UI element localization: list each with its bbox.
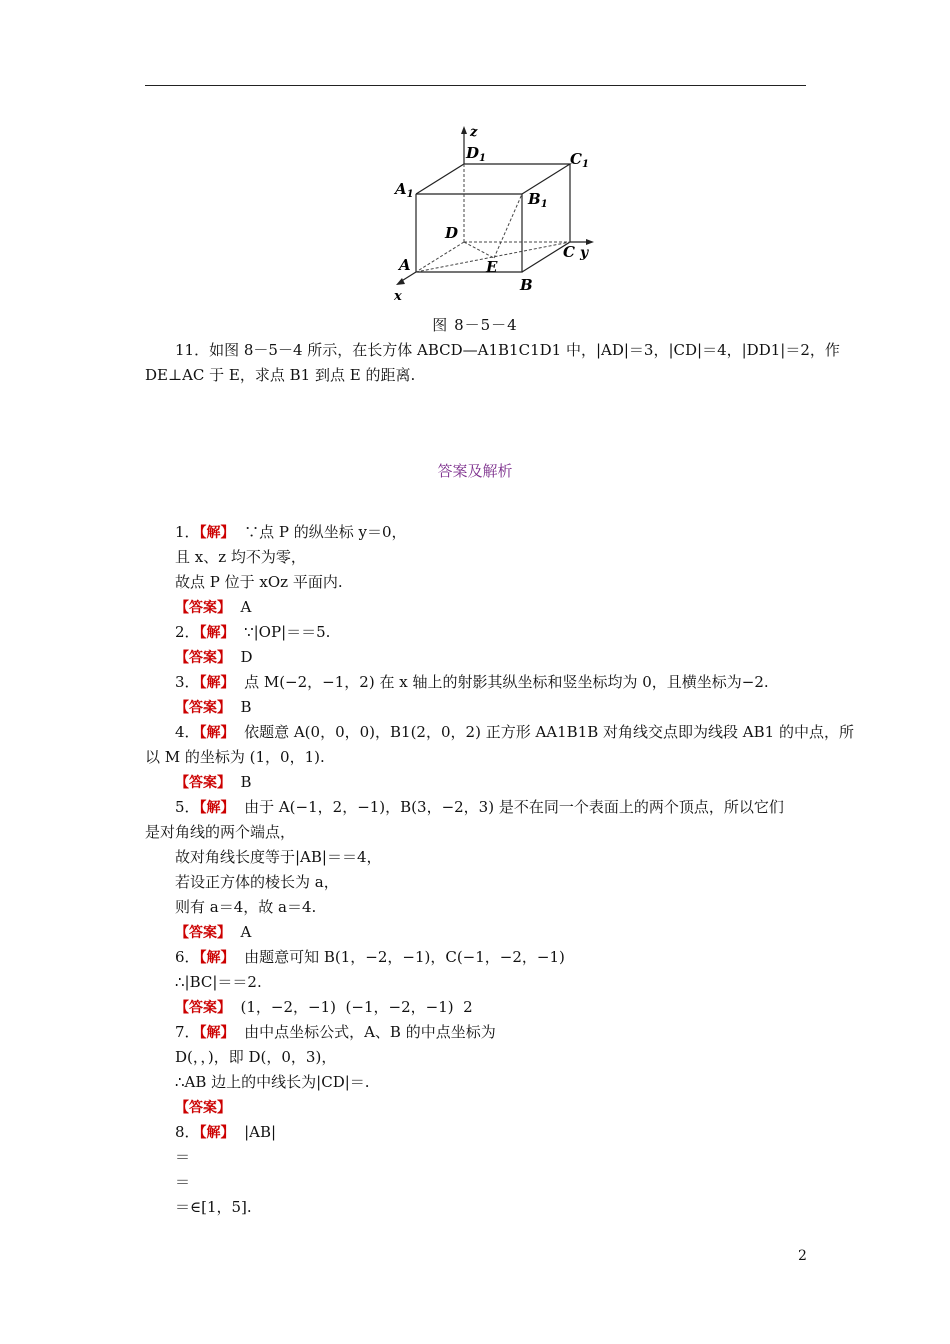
jie-tag: 【解】 — [199, 675, 235, 691]
jie-tag: 【解】 — [199, 950, 235, 966]
daan-tag: 【答案】 — [175, 600, 231, 616]
label-A: A — [399, 256, 411, 274]
answer-8-line2: ＝ — [175, 1148, 191, 1166]
answer-5-line4: 若设正方体的棱长为 a， — [175, 873, 339, 891]
answer-1-line3: 故点 P 位于 xOz 平面内. — [175, 573, 343, 591]
answer-6-result: 【答案】 (1，−2，−1) (−1，−2，−1) 2 — [175, 998, 473, 1016]
answer-8-line3: ＝ — [175, 1173, 191, 1191]
question-11-line2: DE⊥AC 于 E，求点 B1 到点 E 的距离. — [145, 366, 416, 384]
label-D1: $D_1$ — [466, 144, 486, 164]
answer-4-line2: 以 M 的坐标为 (1，0，1). — [145, 748, 325, 766]
seg-EB1 — [494, 194, 522, 258]
answer-7-result — [175, 1097, 231, 1118]
answer-6-line1: 6．【解】 由题意可知 B(1，−2，−1)，C(−1，−2，−1) — [175, 948, 565, 966]
answer-1-line1: 1．【解】 ∵点 P 的纵坐标 y＝0， — [175, 523, 407, 541]
answer-2-result: 【答案】 D — [175, 648, 253, 666]
label-C1: $C_1$ — [570, 150, 589, 170]
label-z: z — [470, 125, 478, 140]
answer-5-result: 【答案】 A — [175, 923, 252, 941]
answer-3-line1: 3．【解】 点 M(−2，−1，2) 在 x 轴上的射影其纵坐标和竖坐标均为 0，且横坐标为−2. — [175, 673, 769, 691]
answer-8-line4: ＝∈[1，5]. — [175, 1198, 252, 1216]
jie-tag: 【解】 — [199, 625, 235, 641]
page-number: 2 — [798, 1248, 807, 1264]
label-B: B — [520, 276, 533, 294]
label-A1: $A_1$ — [395, 180, 414, 200]
daan-tag: 【答案】 — [175, 650, 231, 666]
answer-5-line5: 则有 a＝4，故 a＝4. — [175, 898, 317, 916]
answer-5-line1: 5．【解】 由于 A(−1，2，−1)，B(3，−2，3) 是不在同一个表面上的两个顶点，所以它们 — [175, 798, 784, 816]
daan-tag: 【答案】 — [175, 925, 231, 941]
answer-8-line1: 8．【解】 |AB| — [175, 1123, 277, 1141]
label-y: y — [580, 245, 589, 261]
answer-5-line3: 故对角线长度等于|AB|＝＝4， — [175, 848, 382, 866]
label-E: E — [486, 258, 498, 276]
answers-title: 答案及解析 — [437, 462, 513, 480]
jie-tag: 【解】 — [199, 1025, 235, 1041]
answer-2-line1: 2．【解】 ∵|OP|＝＝5. — [175, 623, 331, 641]
answer-1-result: 【答案】 A — [175, 598, 252, 616]
figure-8-5-4 — [380, 120, 610, 310]
edge-DA — [416, 242, 464, 272]
answer-4-result: 【答案】 B — [175, 773, 252, 791]
answer-7-line3: ∴AB 边上的中线长为|CD|＝. — [175, 1073, 370, 1091]
daan-tag: 【答案】 — [175, 700, 231, 716]
answer-6-line2: ∴|BC|＝＝2. — [175, 973, 262, 991]
label-x: x — [394, 289, 402, 304]
answer-3-result: 【答案】 B — [175, 698, 252, 716]
jie-tag: 【解】 — [199, 725, 235, 741]
jie-tag: 【解】 — [199, 800, 235, 816]
label-B1: $B_1$ — [528, 190, 548, 210]
z-arrow-icon — [461, 126, 467, 134]
header-rule — [145, 85, 806, 86]
answer-7-line1: 7．【解】 由中点坐标公式，A、B 的中点坐标为 — [175, 1023, 496, 1041]
answer-7-line2: D(，，)，即 D(，0，3)， — [175, 1048, 337, 1066]
label-C: C — [563, 243, 575, 261]
top-face — [416, 164, 570, 194]
front-face — [416, 194, 522, 272]
jie-tag: 【解】 — [199, 1125, 235, 1141]
daan-tag: 【答案】 — [175, 775, 231, 791]
daan-tag: 【答案】 — [175, 1000, 231, 1016]
question-11-line1: 11．如图 8－5－4 所示，在长方体 ABCD—A1B1C1D1 中，|AD|＝3，|CD|＝4，|DD1|＝2，作 — [175, 341, 840, 359]
figure-caption: 图 8－5－4 — [432, 316, 518, 334]
cuboid-diagram — [380, 120, 610, 310]
answer-5-line2: 是对角线的两个端点， — [145, 823, 296, 841]
label-D: D — [445, 224, 459, 242]
jie-tag: 【解】 — [199, 525, 235, 541]
answer-4-line1: 4．【解】 依题意 A(0，0，0)，B1(2，0，2) 正方形 AA1B1B 对角线交点即为线段 AB1 的中点，所 — [175, 723, 854, 741]
seg-DE — [464, 242, 494, 258]
daan-tag: 【答案】 — [175, 1100, 231, 1116]
answer-1-line2: 且 x、z 均不为零， — [175, 548, 306, 566]
